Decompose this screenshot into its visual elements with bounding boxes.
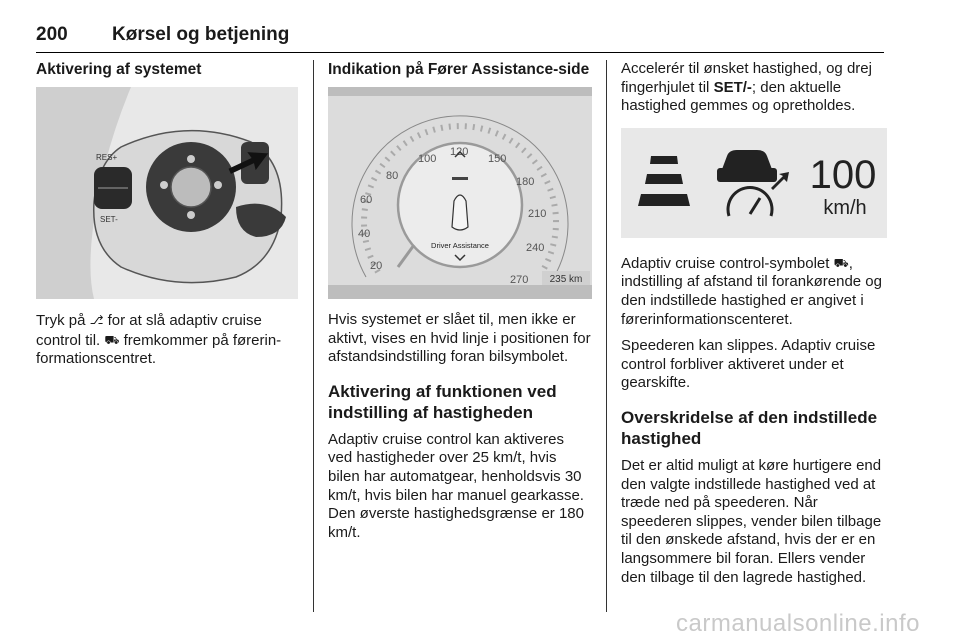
paragraph-symbol: Adaptiv cruise control-symbolet ⛟, indstilling af afstand til forankørende og den indstillede hastighed er angivet i førerinformationscenteret. (621, 254, 882, 328)
svg-text:100: 100 (418, 153, 437, 165)
svg-text:Driver Assistance: Driver Assistance (431, 241, 489, 250)
adaptive-cruise-symbol-icon: ⛟ (833, 255, 849, 270)
adaptive-cruise-symbol-icon: ⛟ (104, 332, 120, 347)
watermark: carmanualsonline.info (676, 610, 920, 637)
column-divider-1 (313, 60, 314, 612)
column-1 (36, 60, 298, 377)
svg-text:RES+: RES+ (96, 153, 118, 162)
svg-text:235 km: 235 km (549, 274, 583, 285)
cruise-control-button-icon: ⎇ (89, 313, 104, 327)
svg-text:210: 210 (528, 208, 547, 220)
svg-text:120: 120 (450, 146, 469, 158)
paragraph-speed-activation: Adaptiv cruise control kan aktiveres ved hastigheder over 25 km/t, hvis bilen har automatgear, henholdsvis 30 km/t, hvis bilen har manuel gearkasse. Den øverste hastighedsgrænse er 180 km/t. (328, 430, 584, 541)
svg-text:20: 20 (370, 260, 383, 272)
page-number: 200 (36, 24, 68, 45)
heading-override: Overskridelse af den indstillede hastighed (621, 407, 878, 448)
heading-activation: Aktivering af systemet (36, 61, 202, 78)
paragraph-override: Det er altid muligt at køre hurtigere end den valgte indstillede hastighed ved at træde ned på speederen. Når speederen slippes, vender bilen tilbage til den ønskede afstand, hvis der er en langsommere bil foran. Ellers vender den tilbage til den lagrede hastighed. (621, 456, 882, 586)
heading-indication: Indikation på Fører Assistance-side (328, 61, 590, 78)
display-unit: km/h (823, 196, 867, 219)
acc-display-figure (621, 128, 887, 238)
paragraph-indication: Hvis systemet er slået til, men ikke er aktivt, vises en hvid linje i positionen for afstandsindstilling foran bilsymbolet. (328, 311, 591, 366)
steering-wheel-figure (36, 87, 298, 299)
column-divider-2 (606, 60, 607, 612)
driver-assistance-gauge-figure (328, 87, 592, 299)
heading-speed-activation: Aktivering af funktionen ved indstilling af hastigheden (328, 381, 557, 422)
svg-text:40: 40 (358, 228, 371, 240)
svg-text:60: 60 (360, 194, 373, 206)
column-3 (621, 60, 887, 595)
svg-text:150: 150 (488, 153, 507, 165)
paragraph-accelerator: Speederen kan slippes. Adaptiv cruise control forbliver aktiveret under et gearskifte. (621, 337, 876, 392)
column-2 (328, 60, 592, 550)
display-speed: 100 (809, 152, 877, 197)
svg-text:180: 180 (516, 176, 535, 188)
paragraph-accelerate: Accelerér til ønsket hastighed, og drej fingerhjulet til SET/-; den aktuelle hastighed gemmes og opretholdes. (621, 60, 872, 115)
svg-text:SET-: SET- (100, 215, 118, 224)
paragraph-activation: Tryk på ⎇ for at slå adaptiv cruise control til. ⛟ fremkommer på førerinformationscentret. (36, 312, 282, 368)
set-minus-label: SET/- (713, 78, 752, 96)
svg-text:80: 80 (386, 170, 399, 182)
page-header (36, 24, 884, 53)
chapter-title: Kørsel og betjening (112, 24, 290, 45)
svg-text:240: 240 (526, 242, 545, 254)
svg-text:270: 270 (510, 274, 529, 286)
